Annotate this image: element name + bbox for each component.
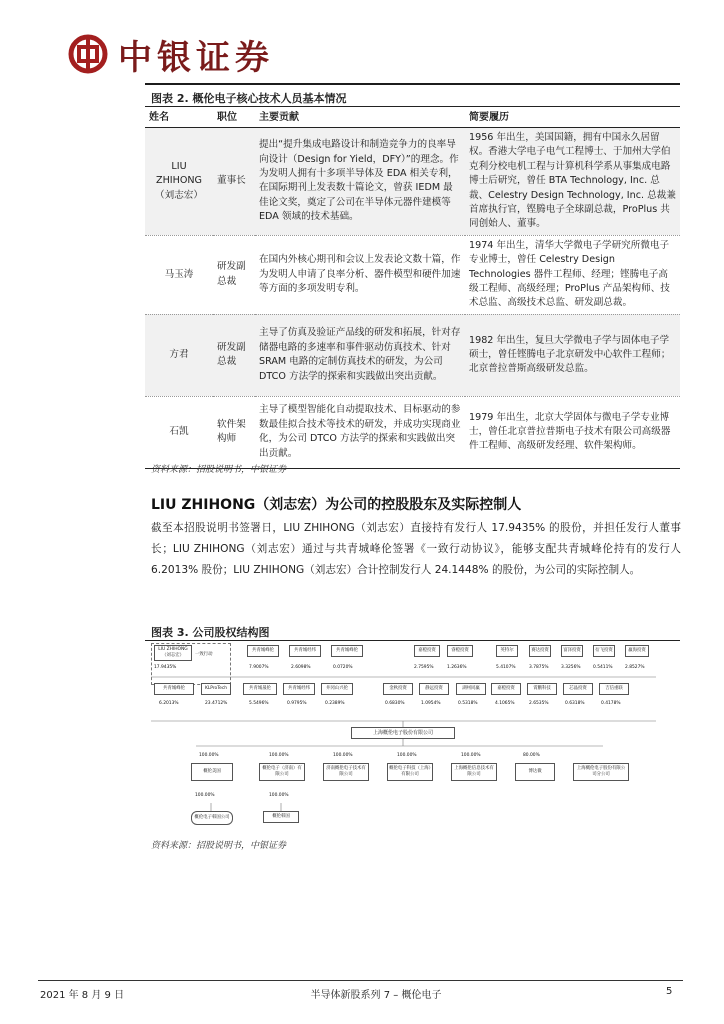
sub-pct: 80.00%	[523, 753, 540, 758]
cell-name: 马玉涛	[145, 235, 213, 314]
cell-resume: 1974 年出生，清华大学微电子学研究所微电子专业博士，曾任 Celestry Design Technologies 器件工程师、经理；铿腾电子高级工程师、高级经理；ProPlus 产品架构师、技术总监、高级技术总监、研发副总裁。	[465, 235, 680, 314]
upper-node: 富泽投资	[561, 645, 583, 657]
cell-contribution: 主导了模型智能化自动提取技术、目标驱动的参数最佳拟合技术等技术的研发，并成功实现商业化，为公司 DTCO 方法学的探索和实践做出突出贡献。	[255, 396, 465, 468]
upper-node: 嘉橙投资	[414, 645, 440, 657]
cell-position: 软件架构师	[213, 396, 255, 468]
mid-pct: 0.4178%	[601, 701, 621, 706]
controller-note: 一致行动	[195, 652, 213, 657]
upper-pct: 2.8527%	[625, 665, 645, 670]
figure3-source: 资料来源：招股说明书，中银证券	[151, 841, 287, 851]
sub-sub-pct: 100.00%	[269, 793, 289, 798]
upper-pct: 2.7595%	[414, 665, 434, 670]
upper-pct: 5.4107%	[496, 665, 516, 670]
mid-pct: 1.0954%	[421, 701, 441, 706]
upper-node: 共青城经纬	[289, 645, 321, 657]
cell-resume: 1956 年出生，美国国籍，拥有中国永久居留权。香港大学电子电气工程博士、于加州大学伯克利分校电机工程与计算机科学系从事集成电路博士后研究，曾任 BTA Technology, Inc. 总裁、Celestry Design Technology, Inc. 总裁兼首席执行官，铿腾电子全球副总裁，ProPlus 共同创始人、董事。	[465, 128, 680, 236]
sub-pct: 100.00%	[199, 753, 219, 758]
ownership-structure-diagram	[151, 643, 656, 826]
cell-resume: 1982 年出生，复旦大学微电子学与固体电子学硕士，曾任铿腾电子北京研发中心软件工程师；北京普拉普斯高级研发总监。	[465, 314, 680, 396]
mid-node: KLProTech	[201, 683, 231, 695]
cell-position: 董事长	[213, 128, 255, 236]
header-rule	[145, 83, 680, 85]
sub-pct: 100.00%	[397, 753, 417, 758]
section-heading: LIU ZHIHONG（刘志宏）为公司的控股股东及实际控制人	[151, 497, 522, 513]
table-row	[145, 314, 680, 396]
upper-node: 赢海投资	[625, 645, 649, 657]
table-row	[145, 235, 680, 314]
upper-pct: 0.5411%	[593, 665, 613, 670]
upper-node: 共青城峰伦	[247, 645, 279, 657]
figure2-title: 图表 2. 概伦电子核心技术人员基本情况	[151, 92, 347, 105]
mid-node: 共青城经纬	[283, 683, 315, 695]
upper-pct: 7.9007%	[249, 665, 269, 670]
upper-node: 赛达投资	[529, 645, 551, 657]
subsidiary-node: 上海概伦电子股份有限公司分公司	[573, 763, 629, 781]
upper-node: 睿橙投资	[447, 645, 473, 657]
cell-name: LIU ZHIHONG（刘志宏）	[145, 128, 213, 236]
upper-node: 共青城峰伦	[331, 645, 363, 657]
table-header-row	[145, 107, 680, 128]
section-paragraph: 截至本招股说明书签署日，LIU ZHIHONG（刘志宏）直接持有发行人 17.9435% 的股份，并担任发行人董事长；LIU ZHIHONG（刘志宏）通过与共青城峰伦签署《一致行动协议》，能够支配共青城峰伦持有的发行人 6.2013% 股份；LIU ZHIHONG（刘志宏）合计控制发行人 24.1448% 的股份，为公司的实际控制人。	[151, 522, 681, 576]
upper-pct: 3.3256%	[561, 665, 581, 670]
subsidiary-node: 上海概伦信息技术有限公司	[451, 763, 497, 781]
cell-resume: 1979 年出生，北京大学固体与微电子学专业博士，曾任北京普拉普斯电子技术有限公司高级器件工程师、高级研发经理、软件架构师。	[465, 396, 680, 468]
subsidiary-node: 概伦美国	[191, 763, 233, 781]
sub-pct: 100.00%	[269, 753, 289, 758]
mid-pct: 4.1065%	[495, 701, 515, 706]
mid-node: 芯晶投资	[563, 683, 593, 695]
col-name: 姓名	[145, 107, 213, 128]
cell-name: 方君	[145, 314, 213, 396]
mid-pct: 0.6830%	[385, 701, 405, 706]
col-contribution: 主要贡献	[255, 107, 465, 128]
mid-pct: 6.2013%	[159, 701, 179, 706]
cell-position: 研发副总裁	[213, 314, 255, 396]
mid-node: 共青城峰伦	[154, 683, 194, 695]
cell-contribution: 在国内外核心期刊和会议上发表论文数十篇，作为发明人申请了良率分析、器件模型和硬件加速等方面的多项发明专利。	[255, 235, 465, 314]
page-number: 5	[666, 986, 673, 997]
footer-date: 2021 年 8 月 9 日	[40, 990, 125, 1001]
cell-position: 研发副总裁	[213, 235, 255, 314]
mid-node: 霄鹏科技	[527, 683, 557, 695]
sub-sub-pct: 100.00%	[195, 793, 215, 798]
controller-name: LIU ZHIHONG（刘志宏）	[158, 647, 188, 658]
upper-pct: 0.0720%	[333, 665, 353, 670]
sub-subsidiary-node: 概伦电子韩国公司	[191, 811, 233, 825]
cell-contribution: 提出“提升集成电路设计和制造竞争力的良率导向设计（Design for Yield，DFY）”的理念。作为发明人拥有十多项半导体及 EDA 相关专利，在国际期刊上发表数十篇论文，曾获 IEDM 最佳论文奖，奠定了公司在半导体元器件建模等 EDA 领域的技术基础。	[255, 128, 465, 236]
figure3-rule	[145, 640, 680, 641]
brand-name: 中银证券	[118, 38, 274, 78]
table-row	[145, 396, 680, 468]
sub-pct: 100.00%	[461, 753, 481, 758]
mid-node: 静远投资	[419, 683, 449, 695]
table-row	[145, 128, 680, 236]
figure2-source: 资料来源：招股说明书，中银证券	[151, 465, 287, 475]
sub-pct: 100.00%	[333, 753, 353, 758]
upper-pct: 3.7875%	[529, 665, 549, 670]
mid-pct: 23.4712%	[205, 701, 228, 706]
mid-node: 井冈山兴伦	[321, 683, 353, 695]
cell-name: 石凯	[145, 396, 213, 468]
upper-node: 英特尔	[496, 645, 518, 657]
controller-pct: 17.9435%	[154, 665, 177, 670]
bank-of-china-logo-icon	[68, 34, 108, 74]
mid-node: 湖州同赢	[456, 683, 486, 695]
footer-series-title: 半导体新股系列 7 – 概伦电子	[310, 990, 442, 1001]
mid-node: 嘉橙投资	[491, 683, 521, 695]
col-position: 职位	[213, 107, 255, 128]
company-node: 上海概伦电子股份有限公司	[351, 727, 455, 739]
mid-pct: 0.6318%	[565, 701, 585, 706]
col-resume: 简要履历	[465, 107, 680, 128]
upper-node: 衍飞投资	[593, 645, 615, 657]
core-tech-staff-table	[145, 107, 680, 469]
mid-pct: 0.9795%	[287, 701, 307, 706]
figure3-title: 图表 3. 公司股权结构图	[151, 626, 270, 639]
mid-node: 金秋投资	[383, 683, 413, 695]
cell-contribution: 主导了仿真及验证产品线的研发和拓展，针对存储器电路的多速率和事件驱动仿真技术、针对 SRAM 电路的定制仿真技术的研发，为公司 DTCO 方法学的探索和实践做出突出贡献。	[255, 314, 465, 396]
upper-pct: 1.2636%	[447, 665, 467, 670]
mid-pct: 2.6535%	[529, 701, 549, 706]
footer-rule	[38, 980, 683, 981]
upper-pct: 2.6098%	[291, 665, 311, 670]
subsidiary-node: 济南概伦电子技术有限公司	[323, 763, 369, 781]
mid-pct: 0.5318%	[458, 701, 478, 706]
mid-pct: 0.2389%	[325, 701, 345, 706]
mid-pct: 5.5496%	[249, 701, 269, 706]
subsidiary-node: 概伦电子科技（上海）有限公司	[387, 763, 433, 781]
mid-node: 吉信重联	[599, 683, 629, 695]
controller-node	[154, 645, 192, 661]
subsidiary-node: 博达微	[515, 763, 555, 781]
sub-subsidiary-node: 概伦韩国	[263, 811, 299, 823]
subsidiary-node: 概伦电子（济南）有限公司	[259, 763, 305, 781]
mid-node: 共青城晟伦	[243, 683, 277, 695]
